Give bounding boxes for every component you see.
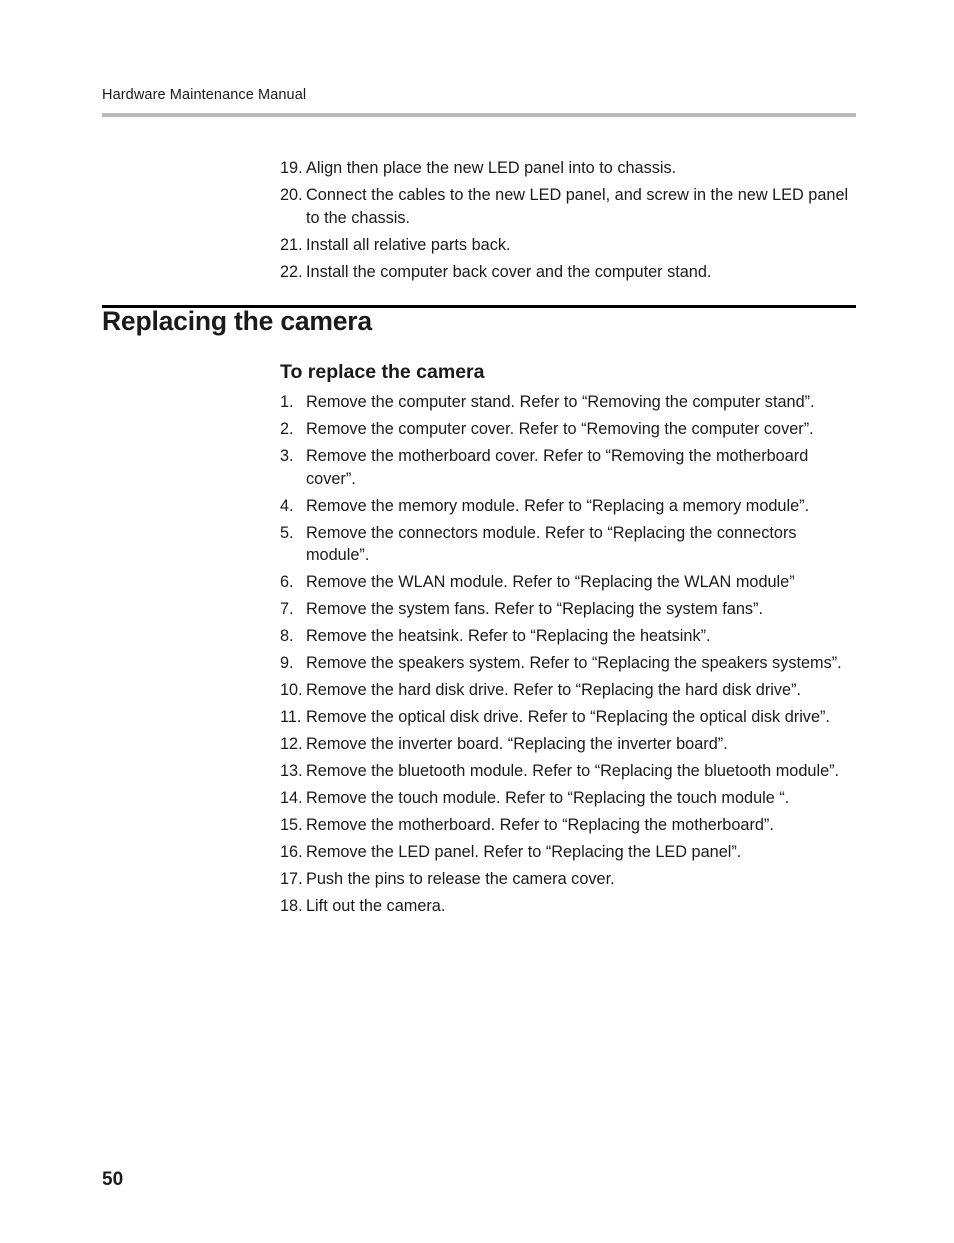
list-item [280, 261, 860, 284]
list-item [280, 445, 860, 490]
step-text: Remove the hard disk drive. Refer to “Replacing the hard disk drive”. [306, 681, 801, 699]
step-number: 4. [280, 496, 294, 515]
step-text: Remove the LED panel. Refer to “Replacing the LED panel”. [306, 843, 742, 861]
list-item [280, 679, 860, 702]
step-number: 7. [280, 600, 294, 618]
step-text: Lift out the camera. [306, 897, 446, 915]
step-text: Install the computer back cover and the computer stand. [306, 262, 712, 281]
step-number: 21. [280, 235, 303, 254]
list-item [280, 157, 860, 180]
step-text: Push the pins to release the camera cover. [306, 870, 615, 888]
step-number: 5. [280, 523, 294, 542]
step-text: Remove the speakers system. Refer to “Replacing the speakers systems”. [306, 654, 842, 672]
step-number: 14. [280, 789, 303, 807]
step-number: 15. [280, 816, 303, 834]
step-text: Remove the inverter board. “Replacing the inverter board”. [306, 735, 728, 753]
list-item [280, 814, 860, 837]
step-text: Remove the heatsink. Refer to “Replacing the heatsink”. [306, 627, 711, 645]
step-text: Remove the memory module. Refer to “Replacing a memory module”. [306, 496, 810, 515]
step-number: 10. [280, 681, 303, 699]
list-item [280, 625, 860, 648]
previous-steps-list [280, 157, 860, 288]
step-number: 9. [280, 654, 294, 672]
list-item [280, 598, 860, 621]
step-number: 16. [280, 843, 303, 861]
step-number: 12. [280, 735, 303, 753]
page-number: 50 [102, 1169, 124, 1190]
list-item [280, 760, 860, 783]
list-item [280, 706, 860, 729]
list-item [280, 868, 860, 891]
step-text: Remove the system fans. Refer to “Replacing the system fans”. [306, 600, 763, 618]
step-number: 8. [280, 627, 294, 645]
step-number: 2. [280, 420, 294, 438]
step-text: Remove the computer cover. Refer to “Removing the computer cover”. [306, 420, 814, 438]
list-item [280, 522, 860, 567]
step-number: 13. [280, 762, 303, 780]
list-item [280, 418, 860, 441]
list-item [280, 184, 860, 229]
step-text: Remove the bluetooth module. Refer to “Replacing the bluetooth module”. [306, 762, 840, 780]
step-number: 3. [280, 447, 294, 465]
camera-steps-list [280, 391, 860, 922]
step-number: 1. [280, 393, 294, 411]
step-number: 18. [280, 897, 303, 915]
step-text: Remove the motherboard. Refer to “Replacing the motherboard”. [306, 816, 774, 834]
list-item [280, 571, 860, 594]
step-number: 11. [280, 708, 302, 726]
step-number: 6. [280, 573, 294, 591]
step-number: 20. [280, 186, 303, 204]
list-item [280, 495, 860, 518]
running-header: Hardware Maintenance Manual [102, 87, 307, 103]
step-number: 22. [280, 262, 303, 281]
list-item [280, 895, 860, 918]
step-text: Remove the computer stand. Refer to “Removing the computer stand”. [306, 393, 815, 411]
subsection-title: To replace the camera [280, 361, 485, 383]
step-number: 17. [280, 870, 303, 888]
step-text: Remove the connectors module. Refer to “Replacing the connectors module”. [306, 523, 797, 564]
list-item [280, 733, 860, 756]
list-item [280, 787, 860, 810]
header-rule [102, 113, 856, 117]
step-text: Remove the touch module. Refer to “Replacing the touch module “. [306, 789, 790, 807]
step-text: Remove the optical disk drive. Refer to “Replacing the optical disk drive”. [306, 708, 830, 726]
step-text: Connect the cables to the new LED panel, and screw in the new LED panel to the chassis. [306, 186, 849, 227]
list-item [280, 652, 860, 675]
section-title: Replacing the camera [102, 306, 372, 336]
step-number: 19. [280, 159, 303, 177]
step-text: Install all relative parts back. [306, 235, 511, 254]
list-item [280, 391, 860, 414]
step-text: Remove the WLAN module. Refer to “Replacing the WLAN module” [306, 573, 795, 591]
list-item [280, 841, 860, 864]
step-text: Align then place the new LED panel into to chassis. [306, 159, 677, 177]
list-item [280, 234, 860, 257]
step-text: Remove the motherboard cover. Refer to “Removing the motherboard cover”. [306, 447, 809, 488]
